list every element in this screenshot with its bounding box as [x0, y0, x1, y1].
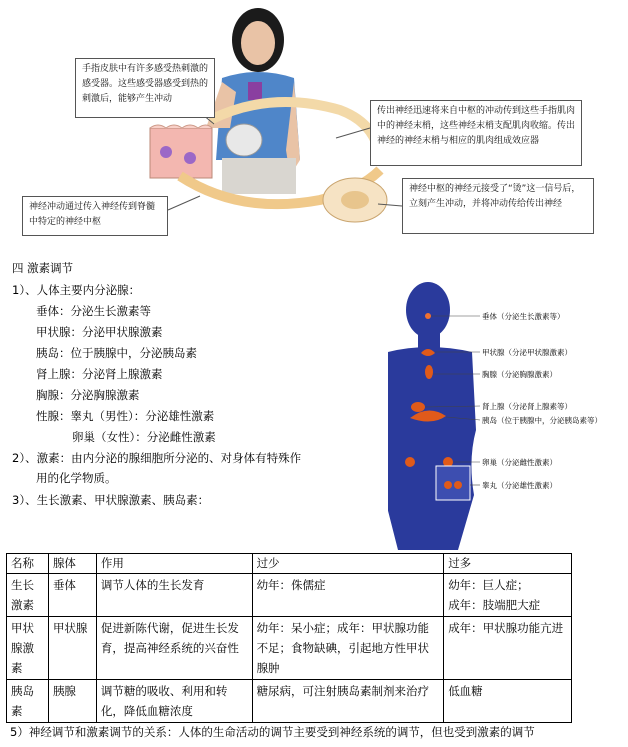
- table-cell: 生长激素: [7, 574, 49, 617]
- label-ovary: 卵巢（分泌雌性激素）: [482, 458, 557, 467]
- girl-face: [241, 21, 275, 65]
- callout-skin-receptors: 手指皮肤中有许多感受热刺激的感受器。这些感受器感受到热的刺激后，能够产生冲动: [75, 58, 215, 118]
- table-cell: 调节糖的吸收、利用和转化，降低血糖浓度: [96, 680, 252, 723]
- label-pancreas: 胰岛（位于胰腺中，分泌胰岛素等）: [482, 416, 602, 425]
- gland-line: 垂体：分泌生长激素等: [36, 304, 151, 318]
- item2-line: 用的化学物质。: [36, 471, 117, 485]
- header-cell: 过多: [444, 554, 572, 574]
- gland-line: 胰岛：位于胰腺中，分泌胰岛素: [36, 346, 197, 360]
- table-row: [7, 617, 572, 680]
- table-cell: 促进新陈代谢，促进生长发育，提高神经系统的兴奋性: [96, 617, 252, 680]
- header-cell: 腺体: [48, 554, 96, 574]
- table-cell: 低血糖: [444, 680, 572, 723]
- reflex-arc-figure: [0, 0, 628, 245]
- connector: [336, 128, 370, 138]
- shirt-logo: [248, 82, 262, 100]
- label-thymus: 胸腺（分泌胸腺激素）: [482, 370, 557, 379]
- table-cell: 幼年：呆小症；成年：甲状腺功能不足；食物缺碘，引起地方性甲状腺肿: [252, 617, 444, 680]
- table-row: [7, 574, 572, 617]
- table-cell: 糖尿病，可注射胰岛素制剂来治疗: [252, 680, 444, 723]
- item1-title: 1）、人体主要内分泌腺：: [12, 283, 141, 297]
- thymus: [425, 365, 433, 379]
- section-heading: 四 激素调节: [12, 261, 74, 275]
- label-adrenal: 肾上腺（分泌肾上腺素等）: [482, 402, 572, 411]
- table-cell: 幼年：侏儒症: [252, 574, 444, 617]
- body-torso: [388, 347, 476, 550]
- gland-line: 甲状腺：分泌甲状腺激素: [36, 325, 163, 339]
- gland-line: 肾上腺：分泌肾上腺激素: [36, 367, 163, 381]
- girl-pants: [222, 158, 296, 194]
- item3-title: 3）、生长激素、甲状腺激素、胰岛素：: [12, 493, 210, 507]
- table-cell: 垂体: [48, 574, 96, 617]
- gland-line: 胸腺：分泌胸腺激素: [36, 388, 140, 402]
- ovary-left: [405, 457, 415, 467]
- table-cell: 甲状腺: [48, 617, 96, 680]
- header-cell: 名称: [7, 554, 49, 574]
- header-cell: 作用: [96, 554, 252, 574]
- item2-line: 2）、激素：由内分泌的腺细胞所分泌的、对身体有特殊作: [12, 451, 302, 465]
- callout-efferent-nerve: 传出神经迅速将来自中枢的冲动传到这些手指肌肉中的神经末梢，这些神经末梢支配肌肉收缩。传出神经的神经末梢与相应的肌肉组成效应器: [370, 100, 582, 166]
- testis-inset: [436, 466, 470, 500]
- skin-section: [150, 128, 212, 178]
- header-cell: 过少: [252, 554, 444, 574]
- callout-afferent-nerve: 神经冲动通过传入神经传到脊髓中特定的神经中枢: [22, 196, 168, 236]
- footer-note: 5）神经调节和激素调节的关系：人体的生命活动的调节主要受到神经系统的调节，但也受到激素的调节: [10, 725, 535, 739]
- table-cell: 胰岛素: [7, 680, 49, 723]
- table-cell: 胰腺: [48, 680, 96, 723]
- label-pituitary: 垂体（分泌生长激素等）: [482, 312, 565, 321]
- table-cell: 调节人体的生长发育: [96, 574, 252, 617]
- adrenal: [411, 402, 425, 412]
- table-header-row: [7, 554, 572, 574]
- table-cell: 成年：甲状腺功能亢进: [444, 617, 572, 680]
- cup: [226, 124, 262, 156]
- table-cell: 甲状腺激素: [7, 617, 49, 680]
- pituitary: [425, 313, 431, 319]
- table-row: [7, 680, 572, 723]
- callout-nerve-center: 神经中枢的神经元接受了“烫”这一信号后，立刻产生冲动，并将冲动传给传出神经: [402, 178, 594, 234]
- endocrine-body-figure: [388, 280, 628, 550]
- gland-line: 性腺：睾丸（男性）：分泌雄性激素: [36, 409, 215, 423]
- table-cell: 幼年：巨人症； 成年：肢端肥大症: [444, 574, 572, 617]
- connector: [168, 196, 200, 210]
- hormone-table: [6, 553, 572, 723]
- label-testis: 睾丸（分泌雄性激素）: [482, 481, 557, 490]
- label-thyroid: 甲状腺（分泌甲状腺激素）: [482, 348, 572, 357]
- gland-line-female: 卵巢（女性）：分泌雌性激素: [72, 430, 216, 444]
